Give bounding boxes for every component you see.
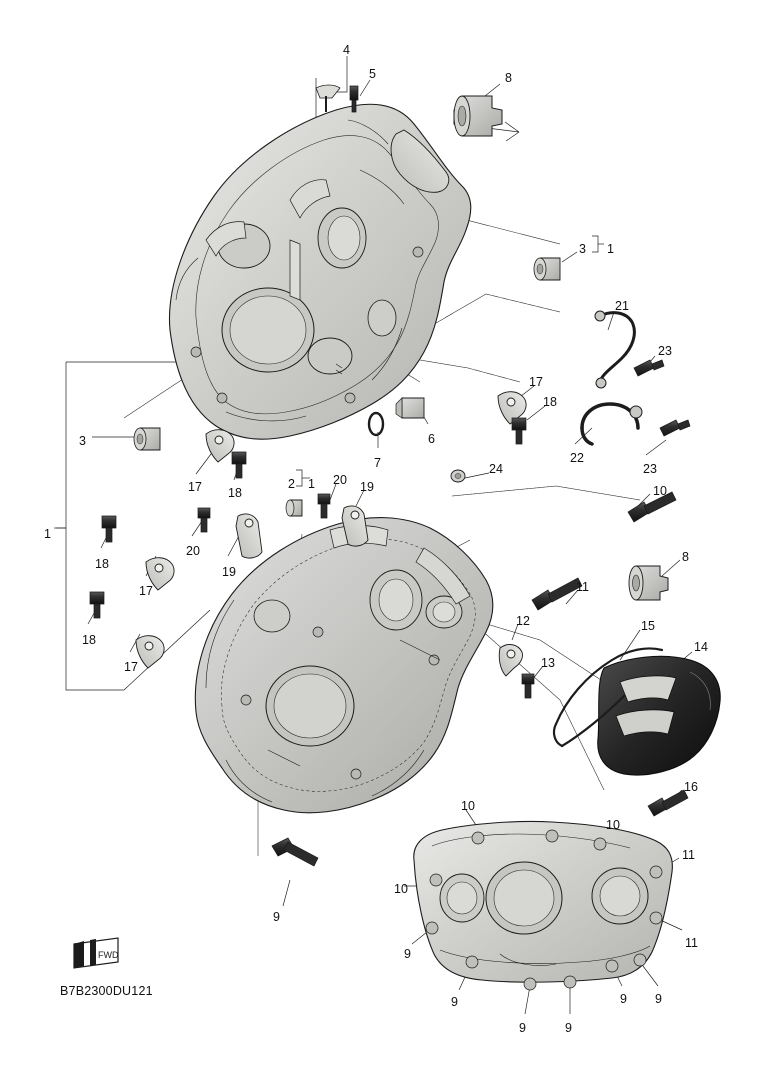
callout-17: 17: [529, 375, 543, 389]
callout-23: 23: [643, 462, 657, 476]
callout-18: 18: [228, 486, 242, 500]
svg-text:FWD: FWD: [98, 950, 119, 960]
callout-10: 10: [461, 799, 475, 813]
callout-5: 5: [369, 67, 376, 81]
callout-14: 14: [694, 640, 708, 654]
callout-3: 3: [79, 434, 86, 448]
callout-19: 19: [360, 480, 374, 494]
callout-17: 17: [188, 480, 202, 494]
callout-9: 9: [451, 995, 458, 1009]
callout-9: 9: [620, 992, 627, 1006]
callout-15: 15: [641, 619, 655, 633]
callout-6: 6: [428, 432, 435, 446]
callout-10: 10: [653, 484, 667, 498]
callout-2: 2: [288, 477, 295, 491]
callout-1: 1: [607, 242, 614, 256]
callout-22: 22: [570, 451, 584, 465]
callout-9: 9: [519, 1021, 526, 1035]
callout-11: 11: [682, 848, 695, 862]
part-number-label: B7B2300DU121: [60, 984, 153, 998]
callout-4: 4: [343, 43, 350, 57]
callout-9: 9: [655, 992, 662, 1006]
callout-18: 18: [543, 395, 557, 409]
callout-17: 17: [139, 584, 153, 598]
callout-23: 23: [658, 344, 672, 358]
callout-16: 16: [684, 780, 698, 794]
callout-20: 20: [333, 473, 347, 487]
callout-7: 7: [374, 456, 381, 470]
callout-11: 11: [685, 936, 698, 950]
callout-19: 19: [222, 565, 236, 579]
callout-1: 1: [308, 477, 315, 491]
callout-12: 12: [516, 614, 530, 628]
callout-8: 8: [505, 71, 512, 85]
callout-18: 18: [82, 633, 96, 647]
callout-8: 8: [682, 550, 689, 564]
callout-10: 10: [394, 882, 408, 896]
callout-9: 9: [273, 910, 280, 924]
callout-13: 13: [541, 656, 555, 670]
fwd-direction-badge: [74, 938, 119, 968]
callout-1: 1: [44, 527, 51, 541]
callout-17: 17: [124, 660, 138, 674]
callout-18: 18: [95, 557, 109, 571]
callout-3: 3: [579, 242, 586, 256]
callout-21: 21: [615, 299, 629, 313]
callout-11: 11: [576, 580, 589, 594]
callout-9: 9: [404, 947, 411, 961]
callout-9: 9: [565, 1021, 572, 1035]
callout-20: 20: [186, 544, 200, 558]
callout-10: 10: [606, 818, 620, 832]
callout-24: 24: [489, 462, 503, 476]
